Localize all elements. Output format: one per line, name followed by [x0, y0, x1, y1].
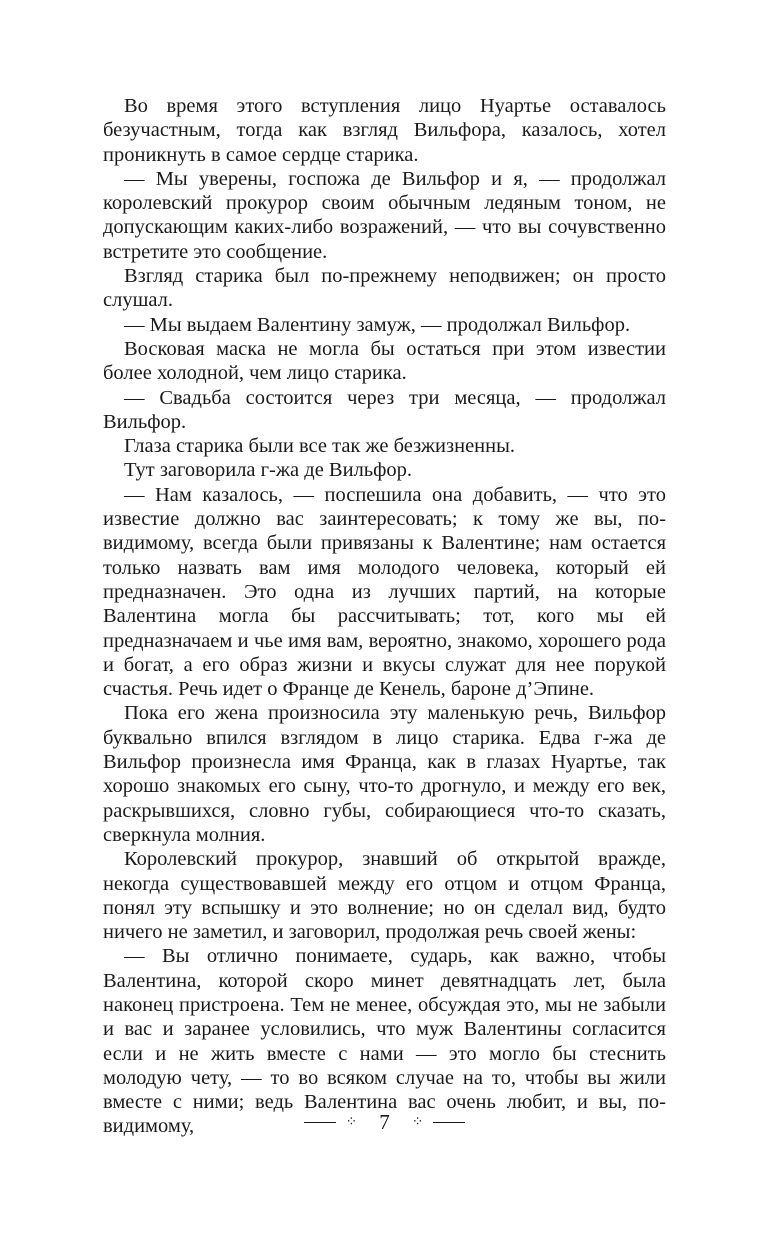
paragraph: — Мы уверены, госпожа де Вильфор и я, — продолжал королевский прокурор своим обычным ледяным тоном, не допускающим каких-либо возражений, — что вы сочувственно встретите это сообщение. [103, 167, 666, 263]
paragraph: — Свадьба состоится через три месяца, — продолжал Вильфор. [103, 386, 666, 433]
page-number: 7 [379, 1110, 390, 1134]
paragraph: Восковая маска не могла бы остаться при этом известии более холодной, чем лицо старика. [103, 337, 666, 385]
paragraph: Глаза старика были все так же безжизненны. [124, 435, 516, 458]
footer-rule-right [433, 1122, 465, 1123]
paragraph: Во время этого вступления лицо Нуартье оставалось безучастным, тогда как взгляд Вильфора, казалось, хотел проникнуть в самое сердце старика. [103, 95, 666, 166]
paragraph: — Вы отлично понимаете, сударь, как важно, чтобы Валентина, которой скоро минет девятнадцать лет, была наконец пристроена. Тем не менее, обсуждая это, мы не забыли и вас и заранее условились, что муж Валентины согласится если и не жить вместе с нами — это могло бы стеснить молодую чету, — то во всяком случае на то, чтобы вы жили вместе с ними; ведь Валентина вас очень любит, и вы, по-видимому, [103, 945, 666, 1138]
footer-rule-left [304, 1122, 336, 1123]
paragraph: — Мы выдаем Валентину замуж, — продолжал Вильфор. [124, 313, 631, 336]
paragraph: — Нам казалось, — поспешила она добавить, — что это известие должно вас заинтересовать; к тому же вы, по-видимому, всегда были привязаны к Валентине; нам остается только назвать вам имя молодого человека, который ей предназначен. Это одна из лучших партий, на которые Валентина могла бы рассчитывать; тот, кого мы ей предназначаем и чье имя вам, вероятно, знакомо, хорошего рода и богат, а его образ жизни и вкусы служат для нее порукой счастья. Речь идет о Франце де Кенель, бароне д’Эпине. [103, 483, 666, 701]
paragraph: Королевский прокурор, знавший об открытой вражде, некогда существовавшей между его отцом и отцом Франца, понял эту вспышку и это волнение; но он сделал вид, будто ничего не заметил, и заговорил, продолжая речь своей жены: [103, 848, 666, 944]
page-footer [0, 1110, 769, 1135]
paragraph: Пока его жена произносила эту маленькую речь, Вильфор буквально впился взглядом в лицо старика. Едва г-жа де Вильфор произнесла имя Франца, как в глазах Нуартье, так хорошо знакомых его сыну, что-то дрогнуло, и между его век, раскрывшихся, словно губы, собирающиеся что-то сказать, сверкнула молния. [103, 702, 666, 846]
page-body [103, 94, 666, 1139]
paragraph: Взгляд старика был по-прежнему неподвижен; он просто слушал. [103, 265, 666, 312]
ornament-right-icon: ⁘ [411, 1114, 424, 1130]
paragraph: Тут заговорила г-жа де Вильфор. [124, 459, 413, 482]
ornament-left-icon: ⁘ [345, 1114, 358, 1130]
